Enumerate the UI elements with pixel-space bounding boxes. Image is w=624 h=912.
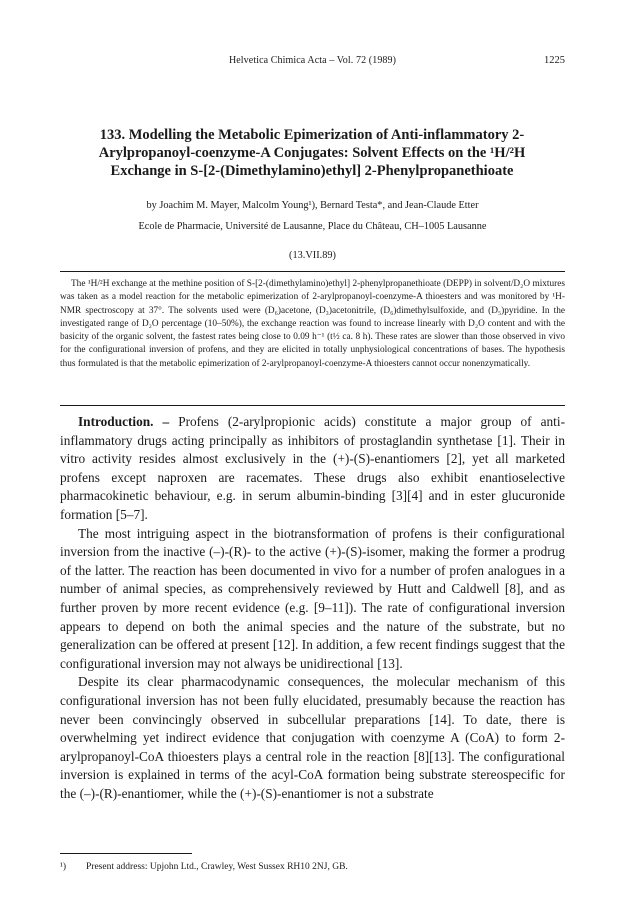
section-heading-introduction: Introduction. – bbox=[78, 414, 170, 429]
article-title: 133. Modelling the Metabolic Epimerization of Anti-inflammatory 2-Arylpropanoyl-coenzyme-A Conjugates: Solvent Effects on the ¹H/²H Exchange in S-[2-(Dimethylamino)ethyl] 2-Phenylpropanethioate bbox=[98, 127, 526, 179]
page-number: 1225 bbox=[544, 55, 565, 66]
article-body bbox=[60, 413, 565, 803]
body-paragraph-2: The most intriguing aspect in the biotransformation of profens is their configurational inversion from the inactive (–)-(R)- to the active (+)-(S)-isomer, making the former a prodrug of the latter. The reaction has been documented in vivo for a number of profen analogues in a number of animal species, as comprehensively reviewed by Hutt and Caldwell [8], and as further proven by more recent evidence (e.g. [9–11]). The rate of configurational inversion appears to depend on both the animal species and the nature of the substrate, but no generalization can be offered at present [12]. In addition, a few recent findings suggest that the configurational inversion may not always be unidirectional [13]. bbox=[60, 525, 565, 671]
affiliation: Ecole de Pharmacie, Université de Lausanne, Place du Château, CH–1005 Lausanne bbox=[138, 221, 487, 232]
author-list: by Joachim M. Mayer, Malcolm Young¹), Bernard Testa*, and Jean-Claude Etter bbox=[146, 200, 479, 211]
running-header bbox=[60, 55, 565, 69]
body-paragraph-1 bbox=[60, 413, 565, 525]
received-date: (13.VII.89) bbox=[289, 250, 336, 261]
footnote-rule bbox=[60, 853, 192, 854]
footnote-text: Present address: Upjohn Ltd., Crawley, West Sussex RH10 2NJ, GB. bbox=[86, 862, 348, 872]
body-paragraph-3: Despite its clear pharmacodynamic consequences, the molecular mechanism of this configurational inversion has not been fully elucidated, presumably because the reaction has never been convincingly observed in subcellular preparations [14]. To date, there is overwhelming yet indirect evidence that conjugation with coenzyme A (CoA) to form 2-arylpropanoyl-CoA thioesters plays a central role in the reaction [8][13]. The configurational inversion is explained in terms of the acyl-CoA formation being substrate stereospecific for the (–)-(R)-enantiomer, while the (+)-(S)-enantiomer is not a substrate bbox=[60, 674, 565, 801]
abstract-bottom-rule bbox=[60, 405, 565, 406]
footnote-mark: ¹) bbox=[60, 862, 67, 872]
footnote bbox=[60, 862, 565, 872]
journal-running-title: Helvetica Chimica Acta – Vol. 72 (1989) bbox=[228, 55, 397, 66]
abstract-top-rule bbox=[60, 271, 565, 272]
paragraph-1-text: Profens (2-arylpropionic acids) constitute a major group of anti-inflammatory drugs acting principally as inhibitors of prostaglandin synthetase [1]. Their in vitro activity resides almost exclusively in the (+)-(S)-enantiomers [2], yet all marketed profens except naproxen are racemates. These drugs also exhibit enantioselective pharmacokinetic behaviour, e.g. in serum albumin-binding [3][4] and in ester glucuronide formation [5–7]. bbox=[60, 414, 566, 522]
abstract: The ¹H/²H exchange at the methine position of S-[2-(dimethylamino)ethyl] 2-phenylpropanethioate (DEPP) in solvent/D₂O mixtures was taken as a model reaction for the metabolic epimerization of 2-arylpropanoyl-coenzyme-A thioesters and was monitored by ¹H-NMR spectroscopy at 37°. The solvents used were (D₆)acetone, (D₃)acetonitrile, (D₆)dimethylsulfoxide, and (D₅)pyridine. In the investigated range of D₂O percentage (10–50%), the exchange reaction was found to increase linearly with D₂O content and with the basicity of the organic solvent, the fastest rates being close to 0.09 h⁻¹ (t½ ca. 8 h). These rates are slower than those observed in vivo for the configurational inversion of profens, and they are elicited in totally unphysiological concentrations of bases. The hypothesis thus formulated is that the metabolic epimerization of 2-arylpropanoyl-coenzyme-A thioesters cannot occur nonenzymatically. bbox=[60, 279, 565, 369]
